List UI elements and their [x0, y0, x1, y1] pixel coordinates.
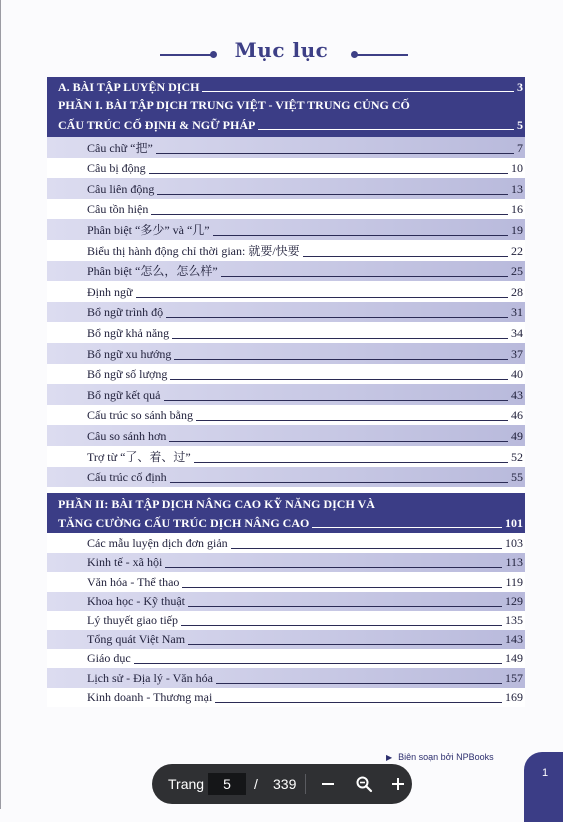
- toc-page-number: 19: [511, 222, 523, 237]
- toc-entry[interactable]: [47, 649, 525, 668]
- title-rule-right: [356, 54, 408, 56]
- leader-line: [134, 662, 502, 664]
- leader-line: [312, 527, 502, 528]
- toc-entry-label: Câu tồn hiện: [87, 202, 149, 217]
- toc-entry[interactable]: [47, 592, 525, 611]
- leader-line: [182, 586, 502, 588]
- toc-page-number: 149: [505, 651, 523, 666]
- toc-heading-part2-line1: [58, 496, 523, 512]
- toc-entry[interactable]: [47, 668, 525, 687]
- toc-entry[interactable]: [47, 405, 525, 426]
- toc-entry[interactable]: [47, 240, 525, 261]
- toc-page-number: 119: [505, 574, 523, 589]
- toc-page-number: 22: [511, 243, 523, 258]
- leader-line: [188, 605, 502, 607]
- toc-page-number: 5: [517, 118, 523, 132]
- toc-heading-label: CẤU TRÚC CỐ ĐỊNH & NGỮ PHÁP: [58, 118, 256, 132]
- toc-entry[interactable]: [47, 178, 525, 199]
- toc-entry[interactable]: [47, 137, 525, 158]
- toc-entry-label: Câu so sánh hơn: [87, 428, 167, 443]
- toc-entry-label: Câu liên động: [87, 181, 155, 196]
- toc-page-number: 52: [511, 449, 523, 464]
- leader-line: [188, 643, 502, 645]
- toc-entry-label: Câu chữ “把”: [87, 140, 153, 155]
- toc-heading-part1-line1: [58, 97, 523, 113]
- toc-page-number: 101: [505, 516, 523, 530]
- leader-line: [196, 419, 508, 421]
- toc-heading-part2-line2: [58, 515, 523, 531]
- toc-entry[interactable]: [47, 384, 525, 405]
- toc-entry-label: Bổ ngữ khả năng: [87, 325, 170, 340]
- toc-entry-label: Lịch sử - Địa lý - Văn hóa: [87, 670, 213, 685]
- toc-entry[interactable]: [47, 261, 525, 282]
- zoom-in-button[interactable]: [385, 772, 411, 796]
- leader-line: [216, 682, 502, 684]
- toc-page-number: 13: [511, 181, 523, 196]
- toc-entry-label: Định ngữ: [87, 284, 133, 299]
- toc-page-number: 28: [511, 284, 523, 299]
- toc-entry[interactable]: [47, 688, 525, 707]
- toc-entry[interactable]: [47, 302, 525, 323]
- toc-entry-label: Giáo dục: [87, 651, 131, 666]
- toc-heading-part1-line2: [58, 117, 523, 133]
- toc-entry[interactable]: [47, 446, 525, 467]
- leader-line: [169, 440, 508, 442]
- toc-page-number: 129: [505, 593, 523, 608]
- toc-entry[interactable]: [47, 281, 525, 302]
- toc-heading-label: A. BÀI TẬP LUYỆN DỊCH: [58, 80, 200, 94]
- toc-entry[interactable]: [47, 425, 525, 446]
- toc-page-number: 46: [511, 408, 523, 423]
- toc-entry[interactable]: [47, 630, 525, 649]
- leader-line: [194, 461, 508, 463]
- toc-page-number: 113: [505, 555, 523, 570]
- toc-entry[interactable]: [47, 553, 525, 572]
- toc-entry-label: Khoa học - Kỹ thuật: [87, 593, 185, 608]
- magnifier-icon: [355, 775, 373, 793]
- zoom-reset-button[interactable]: [351, 772, 377, 796]
- leader-line: [170, 378, 508, 380]
- pdf-viewer-toolbar: [152, 764, 412, 804]
- section-header-part1[interactable]: [47, 77, 525, 137]
- leader-line: [170, 481, 508, 483]
- total-pages: 339: [273, 776, 297, 792]
- toc-entry-label: Bổ ngữ xu hướng: [87, 346, 172, 361]
- page-title: Mục lục: [234, 38, 329, 62]
- toc-page-number: 25: [511, 264, 523, 279]
- leader-line: [156, 152, 514, 154]
- toc-entry[interactable]: [47, 364, 525, 385]
- toc-entry[interactable]: [47, 322, 525, 343]
- leader-line: [213, 234, 508, 236]
- toc-entry-label: Câu bị động: [87, 161, 146, 176]
- toc-entry[interactable]: [47, 199, 525, 220]
- toc-entry-label: Cấu trúc cố định: [87, 470, 167, 485]
- toc-entry-label: Trợ từ “了、着、过”: [87, 449, 191, 464]
- toc-heading-label: TĂNG CƯỜNG CẤU TRÚC DỊCH NÂNG CAO: [58, 516, 310, 530]
- page-edge: [0, 0, 1, 809]
- leader-line: [149, 172, 508, 174]
- toc-heading-a: [58, 79, 523, 95]
- leader-line: [151, 213, 508, 215]
- toc-entry[interactable]: [47, 158, 525, 179]
- leader-line: [303, 255, 508, 257]
- toc-heading-label: PHẦN II: BÀI TẬP DỊCH NÂNG CAO KỸ NĂNG DỊCH VÀ: [58, 497, 375, 511]
- page-number-input[interactable]: [208, 773, 246, 795]
- leader-line: [172, 337, 508, 339]
- toolbar-divider: [305, 774, 306, 794]
- footer-credit-text: Biên soạn bởi NPBooks: [398, 752, 494, 762]
- toc-entry-label: Bổ ngữ số lượng: [87, 367, 168, 382]
- toc-entry-label: Biểu thị hành động chỉ thời gian: 就要/快要: [87, 243, 300, 258]
- toc-page-number: 10: [511, 161, 523, 176]
- toc-entry[interactable]: [47, 219, 525, 240]
- toc-entry-label: Kinh doanh - Thương mại: [87, 689, 213, 704]
- leader-line: [221, 275, 508, 277]
- toc-page-number: 31: [511, 305, 523, 320]
- toc-page-number: 34: [511, 325, 523, 340]
- plus-icon: [390, 776, 406, 792]
- toc-entry-label: Phân biệt “怎么，怎么样”: [87, 264, 218, 279]
- leader-line: [258, 129, 514, 130]
- toc-page-number: 37: [511, 346, 523, 361]
- toc-heading-label: PHẦN I. BÀI TẬP DỊCH TRUNG VIỆT - VIỆT TRUNG CỦNG CỐ: [58, 98, 410, 112]
- play-arrow-icon: ▶: [386, 753, 393, 762]
- page-separator: /: [254, 776, 258, 792]
- toc-page-number: 55: [511, 470, 523, 485]
- toc-page-number: 49: [511, 428, 523, 443]
- footer-credit: [386, 752, 494, 762]
- toc-entry-label: Cấu trúc so sánh bằng: [87, 408, 193, 423]
- toc-entry[interactable]: [47, 534, 525, 553]
- leader-line: [136, 296, 508, 298]
- toc-entry[interactable]: [47, 572, 525, 591]
- zoom-out-button[interactable]: [315, 772, 341, 796]
- toc-page-number: 103: [505, 536, 523, 551]
- section-header-part2[interactable]: [47, 493, 525, 533]
- toc-entry[interactable]: [47, 467, 525, 488]
- toc-entry-label: Bổ ngữ kết quả: [87, 387, 161, 402]
- leader-line: [215, 701, 502, 703]
- toc-entry-label: Văn hóa - Thể thao: [87, 574, 180, 589]
- toc-page-number: 169: [505, 689, 523, 704]
- toc-page-number: 143: [505, 632, 523, 647]
- leader-line: [165, 566, 502, 568]
- printed-page-number: 1: [542, 767, 549, 779]
- leader-line: [166, 316, 508, 318]
- toc-entry-label: Phân biệt “多少” và “几”: [87, 222, 210, 237]
- leader-line: [174, 358, 508, 360]
- leader-line: [181, 624, 502, 626]
- leader-line: [157, 193, 508, 195]
- toc-page-number: 40: [511, 367, 523, 382]
- toc-entry-label: Các mẫu luyện dịch đơn giản: [87, 536, 228, 551]
- leader-line: [164, 399, 509, 401]
- toc-entry-label: Tổng quát Việt Nam: [87, 632, 186, 647]
- toc-page-number: 157: [505, 670, 523, 685]
- toc-page-number: 135: [505, 612, 523, 627]
- toc-page-number: 43: [511, 387, 523, 402]
- toc-page-number: 7: [517, 140, 523, 155]
- toc-entry-label: Kinh tế - xã hội: [87, 555, 163, 570]
- toc-page-number: 16: [511, 202, 523, 217]
- toc-entry[interactable]: [47, 343, 525, 364]
- toc-entry-label: Lý thuyết giao tiếp: [87, 612, 178, 627]
- title-block: [0, 38, 563, 64]
- minus-icon: [320, 776, 336, 792]
- table-of-contents: [47, 77, 525, 707]
- leader-line: [231, 547, 502, 549]
- corner-tab: [524, 752, 563, 822]
- toc-entry[interactable]: [47, 611, 525, 630]
- toc-entry-label: Bổ ngữ trình độ: [87, 305, 164, 320]
- page-label: Trang: [168, 776, 205, 792]
- toc-page-number: 3: [517, 80, 523, 94]
- leader-line: [202, 91, 514, 92]
